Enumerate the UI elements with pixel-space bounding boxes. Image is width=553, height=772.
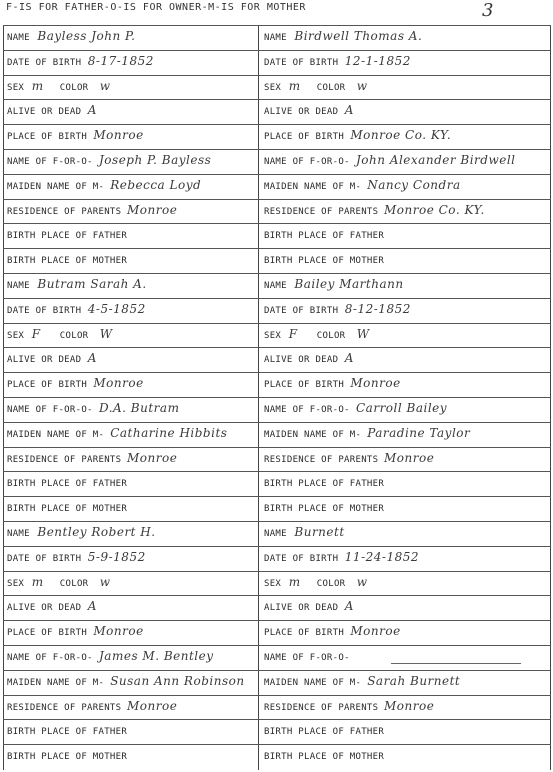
record-row [3,99,551,124]
left-record-field [4,249,258,273]
field-label: RESIDENCE OF PARENTS [7,454,122,465]
field-label: DATE OF BIRTH [264,305,339,316]
field-label: BIRTH PLACE OF MOTHER [264,256,385,267]
right-record-field [261,51,549,75]
field-label: NAME [264,529,287,539]
handwritten-value: Monroe [350,624,401,639]
field-label: NAME [7,33,30,43]
left-record-field [4,398,258,422]
record-row [3,199,551,224]
handwritten-value: m [288,574,301,589]
left-record-field [4,621,258,645]
field-label: SEX [7,330,25,341]
record-row [3,670,551,695]
field-label: PLACE OF BIRTH [7,132,88,143]
field-label: SEX [264,578,282,589]
handwritten-value: Birdwell Thomas A. [294,29,423,43]
color-value: w [356,78,368,93]
left-record-field [4,572,258,596]
right-record-field [261,398,549,422]
left-record-field [4,472,258,496]
field-label: MAIDEN NAME OF M- [7,677,105,688]
field-label: NAME OF F-OR-O- [264,405,350,415]
color-label: COLOR [59,578,89,589]
field-label: NAME OF F-OR-O- [264,157,350,167]
record-row [3,323,551,348]
handwritten-value: James M. Bentley [99,649,214,663]
handwritten-value: D.A. Butram [99,401,180,415]
left-record-field [4,175,258,199]
handwritten-value: Joseph P. Bayless [99,153,212,167]
right-record-field [261,76,549,100]
field-label: ALIVE OR DEAD [7,355,82,366]
field-label: DATE OF BIRTH [264,553,339,564]
handwritten-value: Burnett [294,525,345,539]
right-record-field [261,224,549,248]
record-row [3,273,551,298]
field-label: SEX [7,578,25,589]
record-row [3,298,551,323]
field-label: NAME OF F-OR-O- [7,405,93,415]
handwritten-value: m [31,574,44,589]
handwritten-value: Nancy Condra [367,177,461,192]
handwritten-value: m [288,78,301,93]
left-record-field [4,448,258,472]
handwritten-value: 8-17-1852 [87,53,154,68]
right-record-field [261,299,549,323]
field-label: PLACE OF BIRTH [264,132,345,143]
handwritten-value: John Alexander Birdwell [356,153,516,167]
handwritten-value: Monroe [384,450,435,465]
handwritten-value: Monroe [127,698,178,713]
record-row [3,571,551,596]
field-label: BIRTH PLACE OF FATHER [7,231,128,242]
handwritten-value: Monroe Co. KY. [384,202,485,217]
field-label: BIRTH PLACE OF FATHER [7,727,128,738]
handwritten-value: Monroe [93,624,144,639]
handwritten-value: 4-5-1852 [87,301,146,316]
right-record-field [261,572,549,596]
record-row [3,521,551,546]
right-record-field [261,671,549,695]
left-record-field [4,696,258,720]
field-label: NAME OF F-OR-O- [7,157,93,167]
record-row [3,50,551,75]
handwritten-value: Monroe Co. KY. [350,128,452,143]
field-label: BIRTH PLACE OF MOTHER [264,752,385,763]
left-record-field [4,373,258,397]
record-row [3,347,551,372]
field-label: MAIDEN NAME OF M- [264,677,362,688]
record-row [3,719,551,744]
left-record-field [4,348,258,372]
field-label: DATE OF BIRTH [264,57,339,68]
right-record-field [261,745,549,769]
right-record-field [261,448,549,472]
field-label: SEX [264,82,282,93]
field-label: NAME [264,33,287,43]
handwritten-value: Monroe [350,376,401,391]
right-record-field [261,720,549,744]
color-value: W [356,326,370,341]
record-row [3,422,551,447]
handwritten-value: Monroe [127,202,178,217]
record-row [3,620,551,645]
field-label: NAME OF F-OR-O- [264,653,350,663]
left-record-field [4,150,258,174]
form-header: F-IS FOR FATHER-O-IS FOR OWNER-M-IS FOR MOTHER [6,2,306,13]
left-record-field [4,646,258,670]
handwritten-value: A [344,103,354,118]
field-label: BIRTH PLACE OF FATHER [7,479,128,490]
handwritten-value: Sarah Burnett [367,673,461,688]
handwritten-value: Monroe [93,128,144,143]
handwritten-value: 11-24-1852 [344,549,419,564]
left-record-field [4,671,258,695]
record-row [3,124,551,149]
color-label: COLOR [316,578,346,589]
handwritten-value: A [87,103,97,118]
right-record-field [261,26,549,50]
left-record-field [4,720,258,744]
right-record-field [261,348,549,372]
field-label: PLACE OF BIRTH [7,380,88,391]
handwritten-value: Monroe [127,450,178,465]
handwritten-value: Butram Sarah A. [37,277,147,291]
right-record-field [261,373,549,397]
field-label: DATE OF BIRTH [7,305,82,316]
field-label: DATE OF BIRTH [7,553,82,564]
handwritten-value: F [288,326,298,341]
left-record-field [4,274,258,298]
left-record-field [4,51,258,75]
field-label: BIRTH PLACE OF MOTHER [7,256,128,267]
right-record-field [261,249,549,273]
record-row [3,645,551,670]
handwritten-value: A [87,599,97,614]
field-label: ALIVE OR DEAD [7,603,82,614]
handwritten-value: A [87,351,97,366]
left-record-field [4,125,258,149]
record-row [3,372,551,397]
color-value: w [99,78,111,93]
right-record-field [261,472,549,496]
right-record-field [261,125,549,149]
record-row [3,248,551,273]
record-row [3,695,551,720]
field-label: NAME [264,281,287,291]
field-label: BIRTH PLACE OF FATHER [264,231,385,242]
color-label: COLOR [316,330,346,341]
field-label: NAME OF F-OR-O- [7,653,93,663]
handwritten-value: Catharine Hibbits [110,425,228,440]
right-record-field [261,497,549,521]
field-label: SEX [7,82,25,93]
field-label: PLACE OF BIRTH [264,628,345,639]
left-record-field [4,200,258,224]
blank-underline [391,663,521,664]
handwritten-value: Bentley Robert H. [37,525,156,539]
left-record-field [4,324,258,348]
record-row [3,25,551,50]
record-row [3,546,551,571]
right-record-field [261,200,549,224]
right-record-field [261,423,549,447]
field-label: SEX [264,330,282,341]
field-label: RESIDENCE OF PARENTS [264,454,379,465]
color-value: w [356,574,368,589]
handwritten-value: A [344,599,354,614]
field-label: MAIDEN NAME OF M- [7,429,105,440]
left-record-field [4,497,258,521]
handwritten-value: F [31,326,41,341]
right-record-field [261,621,549,645]
field-label: PLACE OF BIRTH [7,628,88,639]
right-record-field [261,175,549,199]
handwritten-value: A [344,351,354,366]
field-label: PLACE OF BIRTH [264,380,345,391]
left-record-field [4,522,258,546]
field-label: ALIVE OR DEAD [7,107,82,118]
right-record-field [261,596,549,620]
field-label: BIRTH PLACE OF FATHER [264,727,385,738]
handwritten-value: Bailey Marthann [294,277,404,291]
right-record-field [261,522,549,546]
field-label: BIRTH PLACE OF MOTHER [264,504,385,515]
field-label: BIRTH PLACE OF MOTHER [7,752,128,763]
handwritten-value: 5-9-1852 [87,549,146,564]
field-label: DATE OF BIRTH [7,57,82,68]
page-number: 3 [482,0,494,21]
handwritten-value: Monroe [93,376,144,391]
field-label: MAIDEN NAME OF M- [264,181,362,192]
field-label: BIRTH PLACE OF FATHER [264,479,385,490]
field-label: NAME [7,529,30,539]
left-record-field [4,26,258,50]
left-record-field [4,547,258,571]
handwritten-value: m [31,78,44,93]
field-label: ALIVE OR DEAD [264,603,339,614]
color-value: W [99,326,113,341]
handwritten-value: Paradine Taylor [367,425,471,440]
color-label: COLOR [59,330,89,341]
record-row [3,447,551,472]
record-row [3,174,551,199]
handwritten-value: Monroe [384,698,435,713]
record-row [3,595,551,620]
field-label: MAIDEN NAME OF M- [264,429,362,440]
right-record-field [261,150,549,174]
field-label: BIRTH PLACE OF MOTHER [7,504,128,515]
handwritten-value: Rebecca Loyd [110,177,202,192]
field-label: RESIDENCE OF PARENTS [264,206,379,217]
left-record-field [4,596,258,620]
left-record-field [4,745,258,769]
field-label: ALIVE OR DEAD [264,355,339,366]
field-label: ALIVE OR DEAD [264,107,339,118]
color-label: COLOR [316,82,346,93]
record-row [3,471,551,496]
field-label: RESIDENCE OF PARENTS [7,702,122,713]
right-record-field [261,547,549,571]
right-record-field [261,274,549,298]
field-label: NAME [7,281,30,291]
field-label: MAIDEN NAME OF M- [7,181,105,192]
field-label: RESIDENCE OF PARENTS [264,702,379,713]
field-label: RESIDENCE OF PARENTS [7,206,122,217]
handwritten-value: 12-1-1852 [344,53,411,68]
left-record-field [4,224,258,248]
left-record-field [4,76,258,100]
right-record-field [261,696,549,720]
record-row [3,496,551,521]
handwritten-value: Bayless John P. [37,29,136,43]
right-record-field [261,646,549,670]
left-record-field [4,299,258,323]
handwritten-value: Carroll Bailey [356,401,448,415]
color-label: COLOR [59,82,89,93]
color-value: w [99,574,111,589]
handwritten-value: Susan Ann Robinson [110,673,245,688]
record-row [3,75,551,100]
record-row [3,223,551,248]
right-record-field [261,100,549,124]
record-row [3,397,551,422]
record-row [3,149,551,174]
right-record-field [261,324,549,348]
left-record-field [4,423,258,447]
handwritten-value: 8-12-1852 [344,301,411,316]
record-row [3,744,551,769]
left-record-field [4,100,258,124]
